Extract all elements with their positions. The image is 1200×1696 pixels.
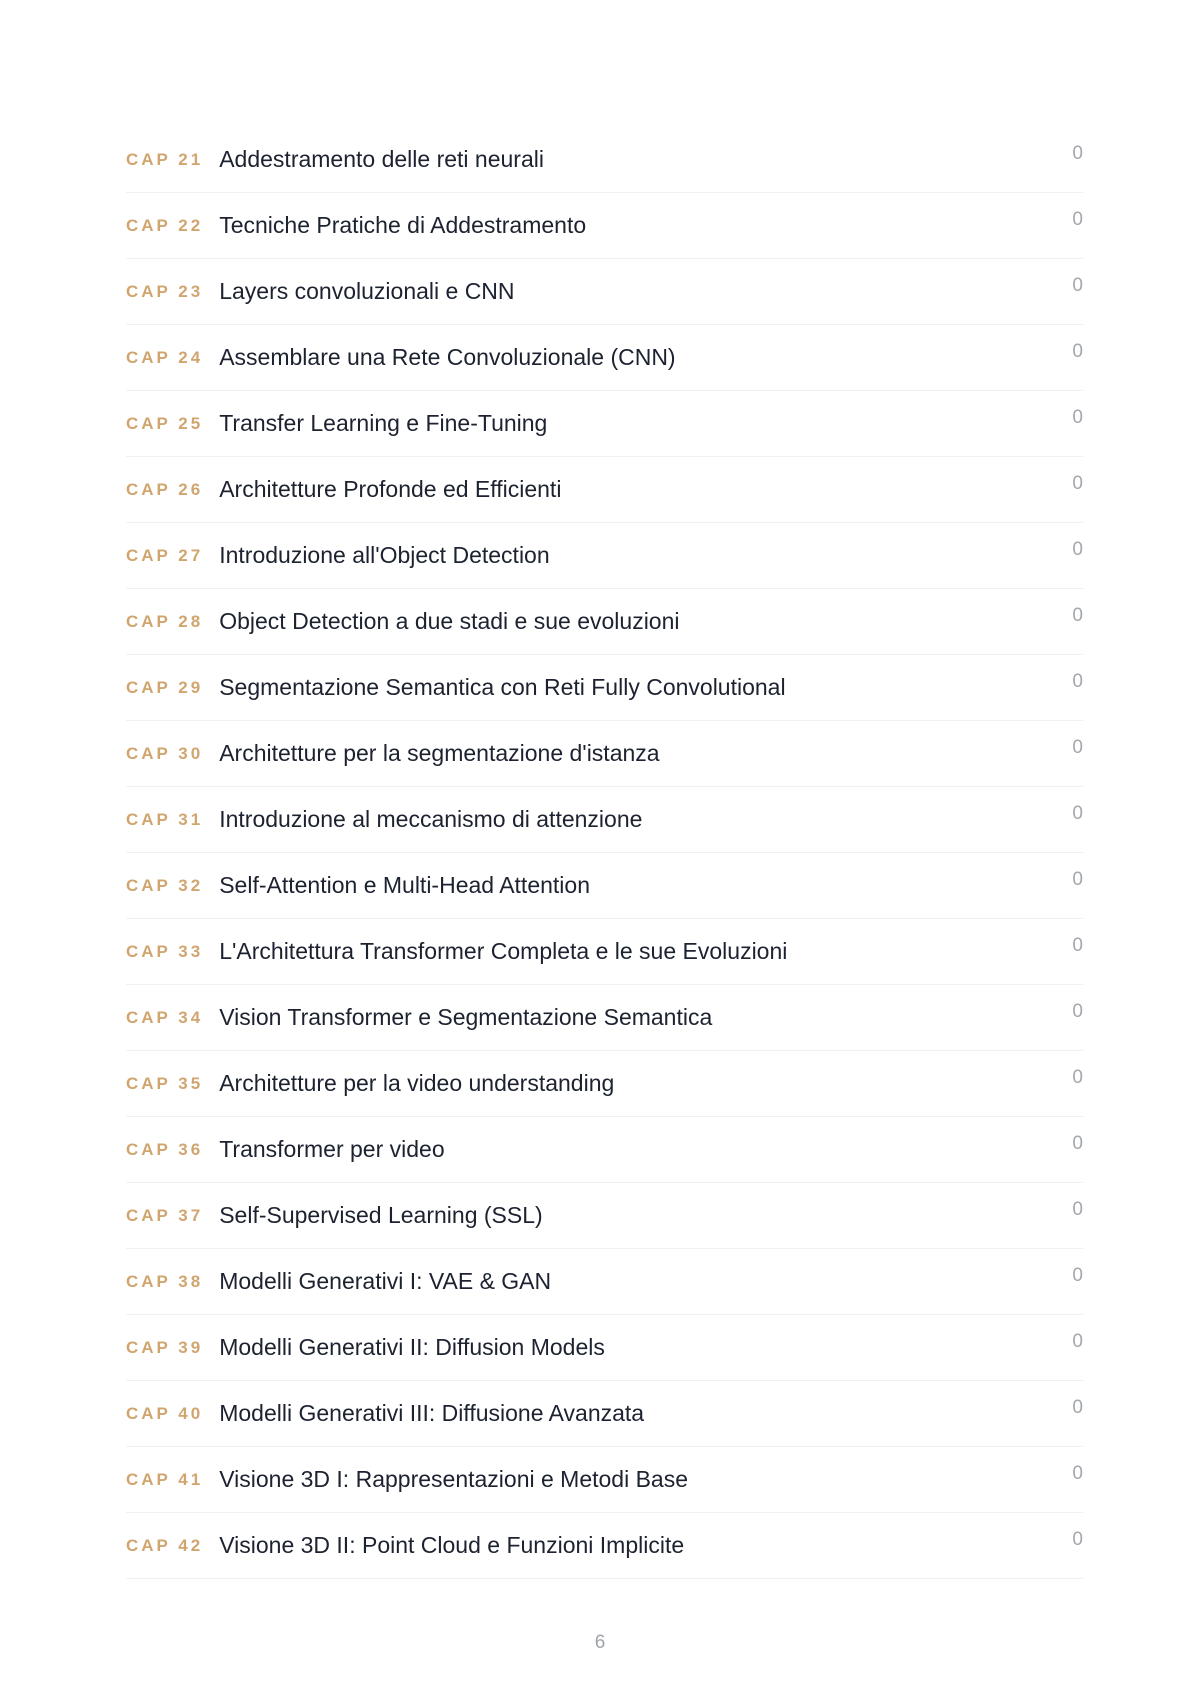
chapter-page-number: 0 [1072,1397,1083,1418]
chapter-page-number: 0 [1072,539,1083,560]
chapter-title[interactable]: Vision Transformer e Segmentazione Semantica [219,1004,713,1030]
chapter-number: CAP 28 [126,611,204,631]
chapter-number: CAP 30 [126,743,204,763]
chapter-title[interactable]: Architetture Profonde ed Efficienti [219,476,562,502]
chapter-number: CAP 35 [126,1073,204,1093]
chapter-number: CAP 29 [126,677,204,697]
toc-entry[interactable] [126,127,1083,193]
chapter-title[interactable]: Transfer Learning e Fine-Tuning [219,410,548,436]
chapter-number: CAP 26 [126,479,204,499]
toc-entry[interactable] [126,655,1083,721]
toc-entry[interactable] [126,325,1083,391]
toc-entry[interactable] [126,193,1083,259]
chapter-page-number: 0 [1072,1001,1083,1022]
chapter-title[interactable]: Visione 3D I: Rappresentazioni e Metodi Base [219,1466,689,1492]
chapter-title[interactable]: Modelli Generativi III: Diffusione Avanzata [219,1400,645,1426]
chapter-page-number: 0 [1072,143,1083,164]
chapter-number: CAP 42 [126,1535,204,1555]
toc-entry[interactable] [126,853,1083,919]
chapter-title[interactable]: Architetture per la video understanding [219,1070,615,1096]
toc-entry[interactable] [126,589,1083,655]
chapter-page-number: 0 [1072,209,1083,230]
chapter-page-number: 0 [1072,737,1083,758]
toc-entry[interactable] [126,1117,1083,1183]
chapter-title[interactable]: Assemblare una Rete Convoluzionale (CNN) [219,344,676,370]
toc-entry[interactable] [126,1315,1083,1381]
chapter-title[interactable]: Transformer per video [219,1136,445,1162]
chapter-title[interactable]: Object Detection a due stadi e sue evoluzioni [219,608,680,634]
chapter-number: CAP 34 [126,1007,204,1027]
chapter-title[interactable]: Addestramento delle reti neurali [219,146,544,172]
chapter-title[interactable]: L'Architettura Transformer Completa e le sue Evoluzioni [219,938,788,964]
toc-entry[interactable] [126,1051,1083,1117]
chapter-title[interactable]: Modelli Generativi I: VAE & GAN [219,1268,552,1294]
chapter-page-number: 0 [1072,1463,1083,1484]
chapter-page-number: 0 [1072,671,1083,692]
toc-entry[interactable] [126,787,1083,853]
chapter-page-number: 0 [1072,1529,1083,1550]
chapter-number: CAP 27 [126,545,204,565]
chapter-number: CAP 33 [126,941,204,961]
chapter-number: CAP 31 [126,809,204,829]
toc-entry[interactable] [126,457,1083,523]
toc-entry[interactable] [126,1381,1083,1447]
chapter-page-number: 0 [1072,1199,1083,1220]
chapter-page-number: 0 [1072,869,1083,890]
toc-entry[interactable] [126,259,1083,325]
chapter-page-number: 0 [1072,1133,1083,1154]
chapter-title[interactable]: Architetture per la segmentazione d'istanza [219,740,660,766]
chapter-number: CAP 32 [126,875,204,895]
chapter-title[interactable]: Segmentazione Semantica con Reti Fully Convolutional [219,674,786,700]
toc-entry[interactable] [126,1249,1083,1315]
chapter-title[interactable]: Introduzione al meccanismo di attenzione [219,806,643,832]
chapter-page-number: 0 [1072,341,1083,362]
chapter-number: CAP 22 [126,215,204,235]
chapter-number: CAP 37 [126,1205,204,1225]
toc-entry[interactable] [126,985,1083,1051]
toc-entry[interactable] [126,919,1083,985]
toc-entry[interactable] [126,1183,1083,1249]
chapter-page-number: 0 [1072,275,1083,296]
chapter-page-number: 0 [1072,407,1083,428]
chapter-page-number: 0 [1072,1067,1083,1088]
toc-entry[interactable] [126,1513,1083,1579]
toc-entry[interactable] [126,1447,1083,1513]
chapter-page-number: 0 [1072,1265,1083,1286]
chapter-page-number: 0 [1072,1331,1083,1352]
chapter-number: CAP 23 [126,281,204,301]
chapter-number: CAP 39 [126,1337,204,1357]
chapter-number: CAP 24 [126,347,204,367]
chapter-title[interactable]: Modelli Generativi II: Diffusion Models [219,1334,605,1360]
chapter-number: CAP 21 [126,149,204,169]
chapter-title[interactable]: Self-Attention e Multi-Head Attention [219,872,590,898]
chapter-page-number: 0 [1072,605,1083,626]
chapter-page-number: 0 [1072,935,1083,956]
chapter-title[interactable]: Introduzione all'Object Detection [219,542,550,568]
chapter-page-number: 0 [1072,803,1083,824]
toc-entry[interactable] [126,391,1083,457]
table-of-contents [126,127,1083,1579]
chapter-number: CAP 36 [126,1139,204,1159]
chapter-title[interactable]: Tecniche Pratiche di Addestramento [219,212,587,238]
chapter-number: CAP 38 [126,1271,204,1291]
toc-entry[interactable] [126,523,1083,589]
chapter-page-number: 0 [1072,473,1083,494]
chapter-number: CAP 40 [126,1403,204,1423]
toc-entry[interactable] [126,721,1083,787]
chapter-number: CAP 41 [126,1469,204,1489]
chapter-number: CAP 25 [126,413,204,433]
page-number: 6 [594,1632,606,1653]
chapter-title[interactable]: Visione 3D II: Point Cloud e Funzioni Implicite [219,1532,685,1558]
chapter-title[interactable]: Layers convoluzionali e CNN [219,278,515,304]
chapter-title[interactable]: Self-Supervised Learning (SSL) [219,1202,543,1228]
